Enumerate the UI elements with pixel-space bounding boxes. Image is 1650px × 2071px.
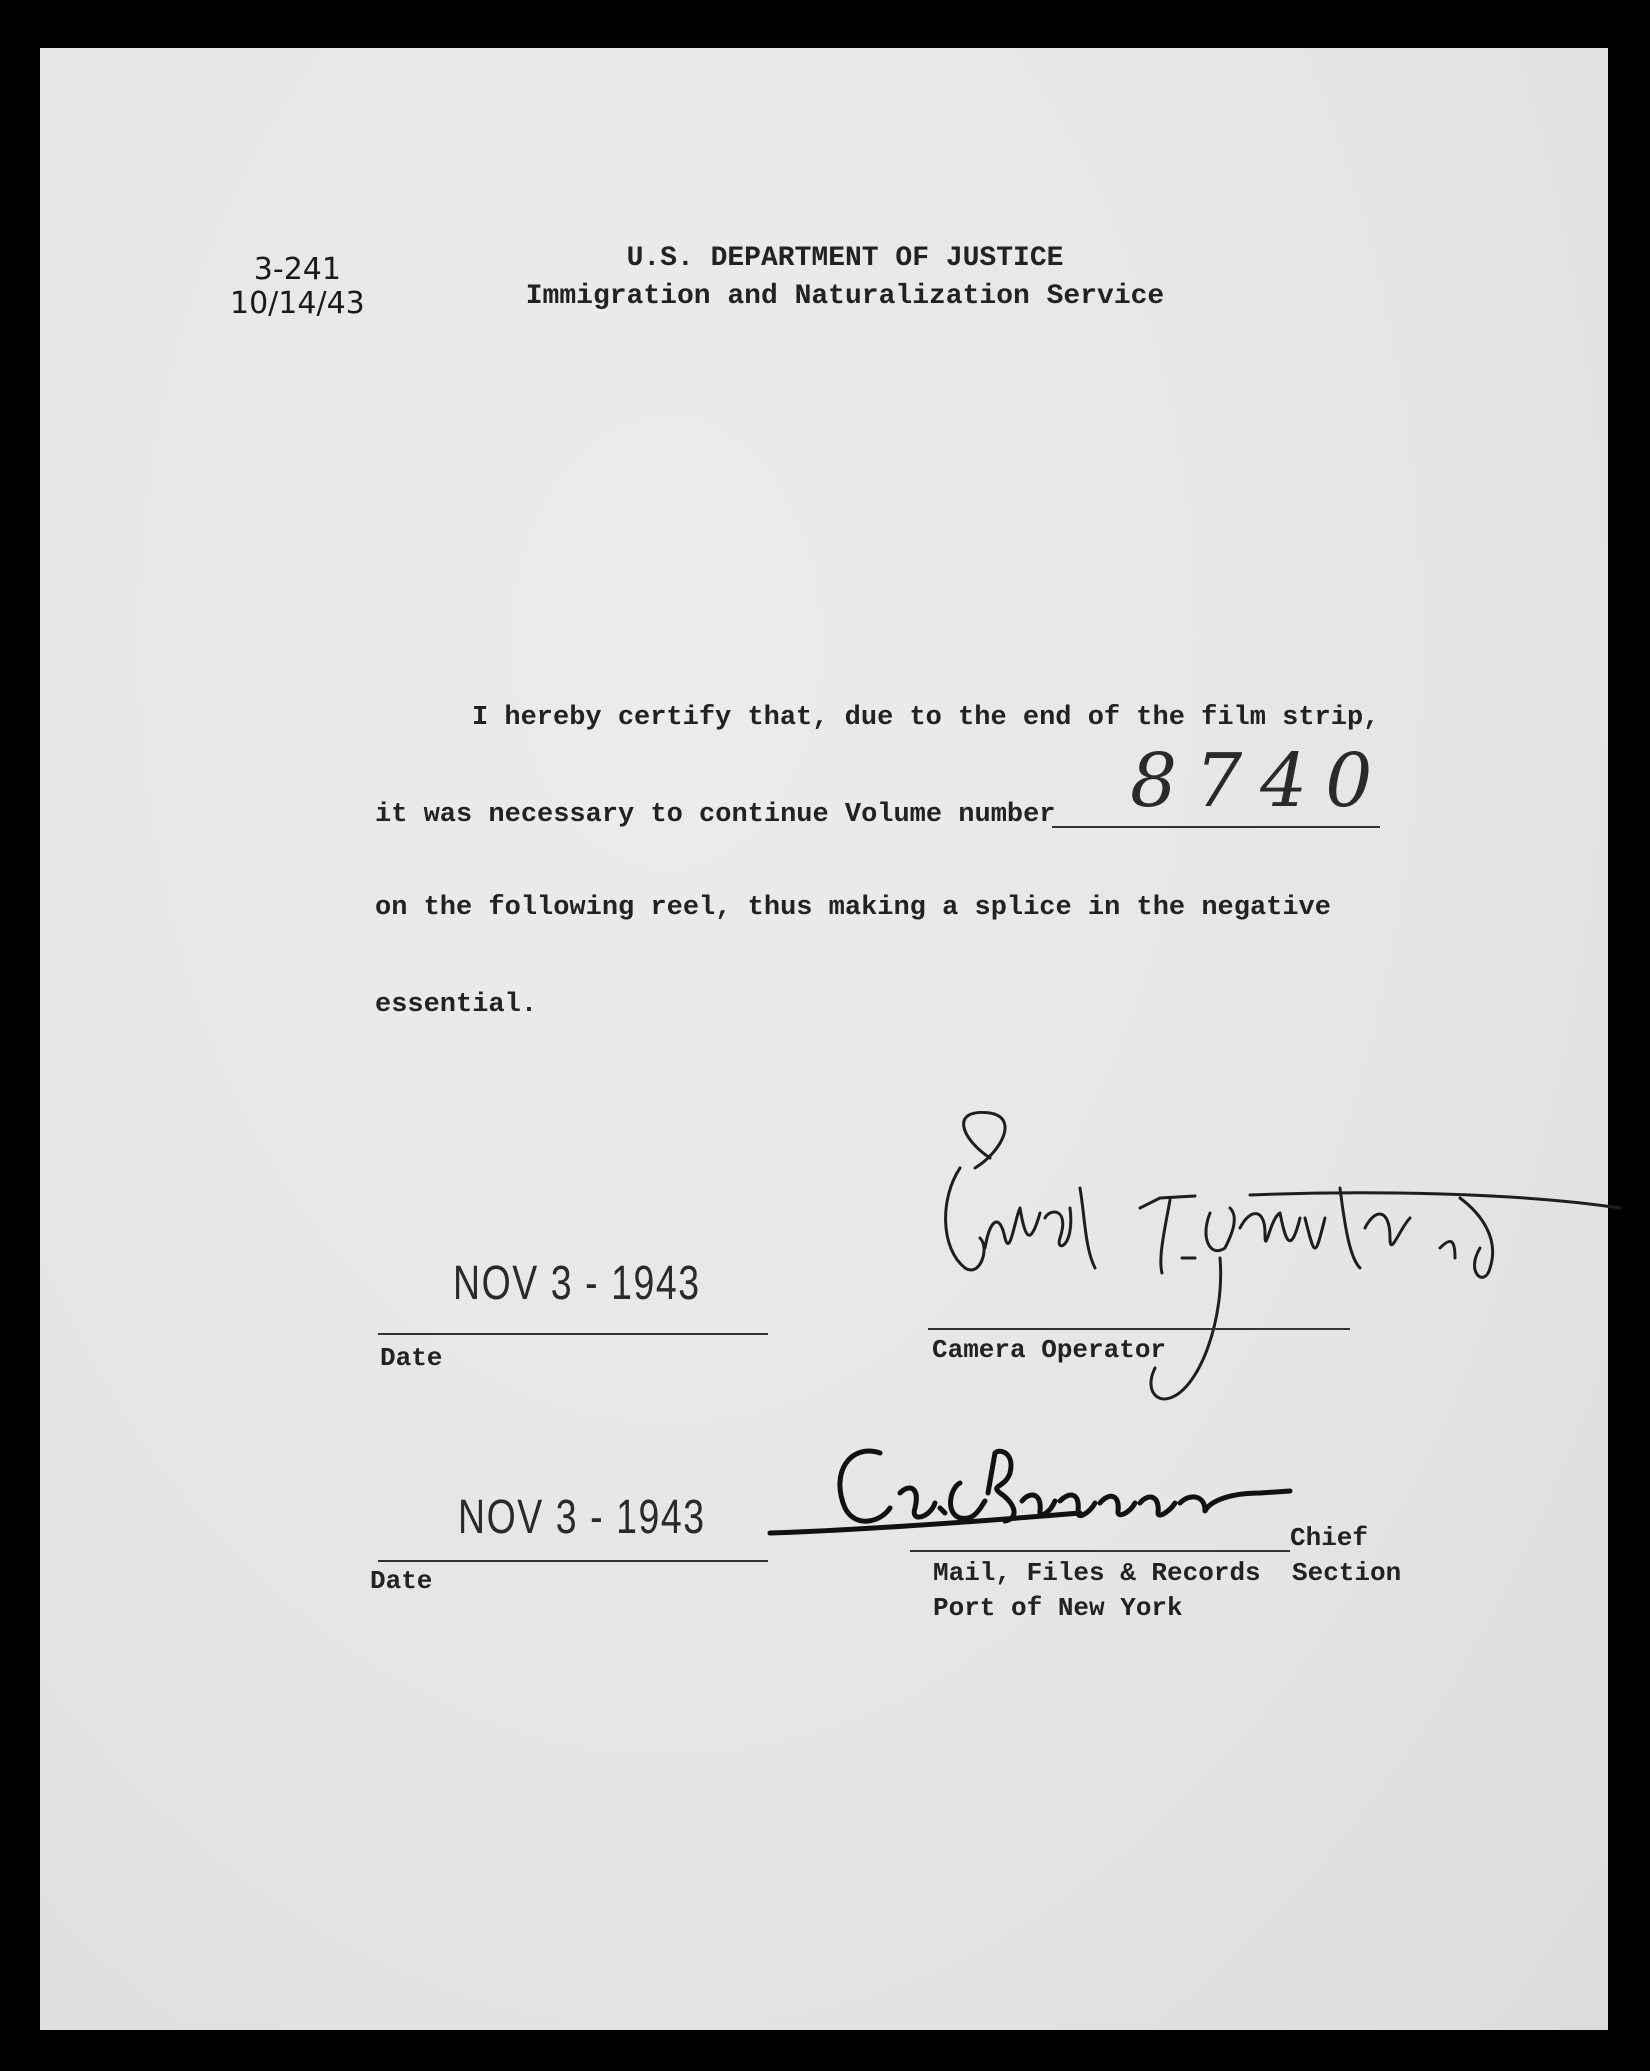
chief-title-label: Chief: [1290, 1523, 1369, 1553]
date-label-camera: Date: [380, 1343, 443, 1373]
chief-signature: [760, 1413, 1300, 1568]
date-stamp-chief: NOV 3 - 1943: [458, 1491, 706, 1544]
document-page: [40, 48, 1608, 2030]
date-stamp-camera: NOV 3 - 1943: [453, 1257, 701, 1310]
port-of-new-york-label: Port of New York: [933, 1593, 1183, 1623]
certification-line-1: I hereby certify that, due to the end of the film strip,: [472, 703, 1380, 733]
volume-number-rule: [1052, 826, 1380, 828]
certification-line-2: it was necessary to continue Volume number: [375, 800, 1056, 830]
signature-rule-chief: [910, 1550, 1290, 1552]
signature-rule-camera: [928, 1328, 1350, 1330]
certification-line-3: on the following reel, thus making a splice in the negative: [375, 893, 1331, 923]
form-code-block: [230, 253, 365, 321]
letterhead: [520, 240, 1170, 316]
date-rule-chief: [378, 1560, 768, 1562]
form-date: 10/14/43: [230, 286, 365, 321]
camera-operator-label: Camera Operator: [932, 1335, 1167, 1365]
section-label: Section: [1292, 1558, 1402, 1588]
service-name: Immigration and Naturalization Service: [525, 281, 1165, 312]
date-label-chief: Date: [370, 1566, 433, 1596]
volume-number-handwritten: 8740: [1130, 738, 1391, 824]
department-name: U.S. DEPARTMENT OF JUSTICE: [626, 243, 1064, 274]
form-code: 3-241: [253, 252, 341, 287]
camera-operator-signature: [920, 1098, 1640, 1428]
certification-line-4: essential.: [375, 990, 538, 1020]
date-rule-camera: [378, 1333, 768, 1335]
mail-files-records-label: Mail, Files & Records: [933, 1558, 1261, 1588]
